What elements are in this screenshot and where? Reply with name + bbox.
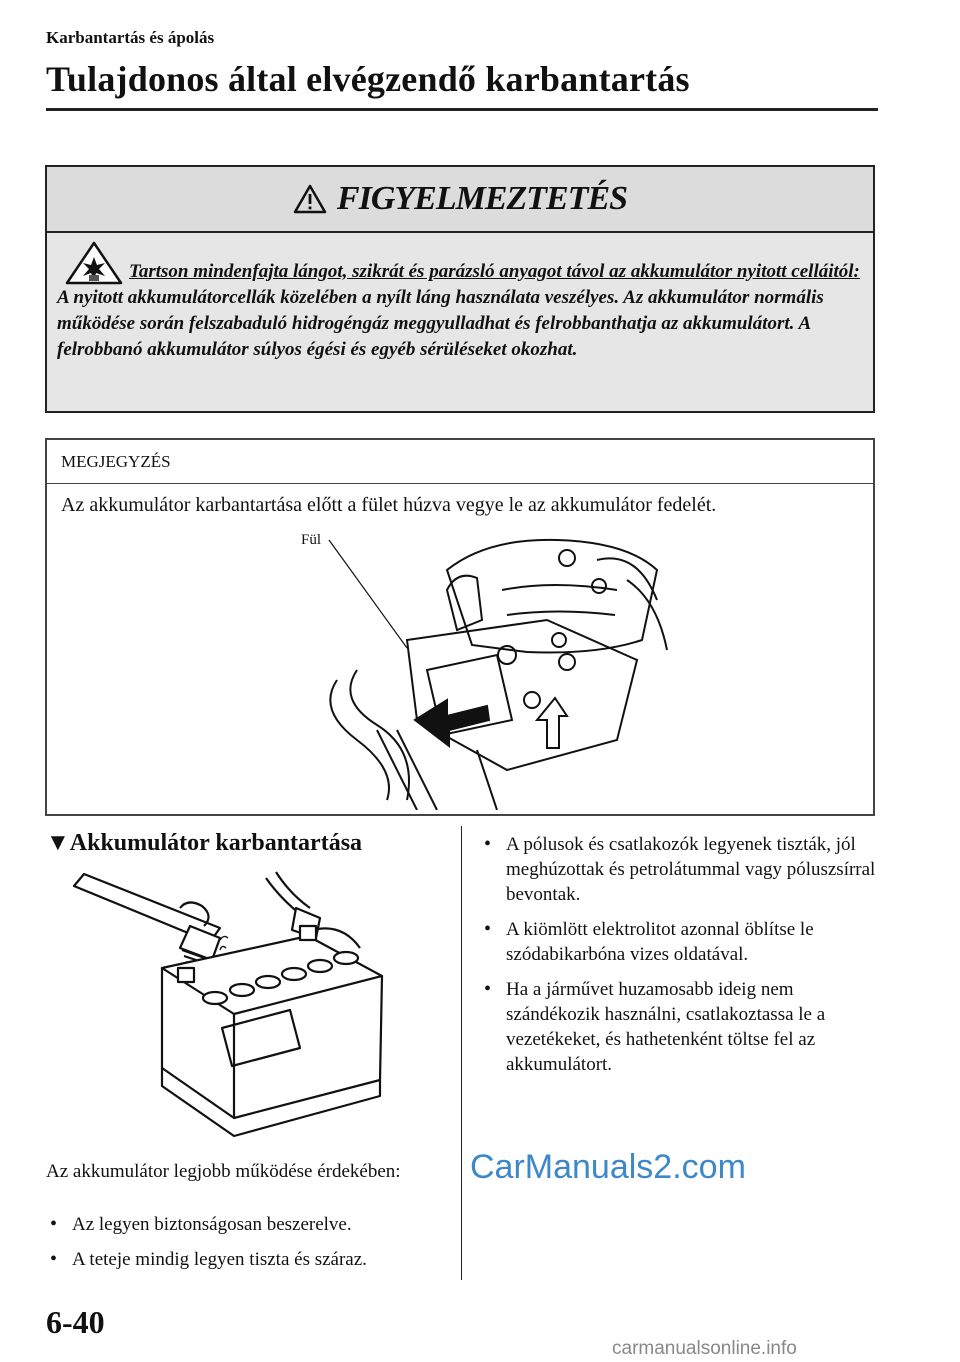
warning-header <box>47 167 873 233</box>
warning-triangle-icon <box>293 184 327 214</box>
list-item: • Az legyen biztonságosan beszerelve. <box>46 1212 456 1237</box>
tab-callout-label: Fül <box>301 532 322 548</box>
column-divider <box>461 826 462 1280</box>
section-label: Karbantartás és ápolás <box>46 28 215 47</box>
section-heading-text: Akkumulátor karbantartása <box>69 830 363 856</box>
note-header <box>47 440 873 484</box>
triangle-marker-icon: ▼ <box>46 830 70 856</box>
page-title: Tulajdonos által elvégzendő karbantartás <box>46 59 690 99</box>
left-bullet-list <box>46 1212 456 1282</box>
note-text: Az akkumulátor karbantartása előtt a fület húzva vegye le az akkumulátor fedelét. <box>61 494 717 516</box>
warning-title: FIGYELMEZTETÉS <box>336 180 628 217</box>
section-heading <box>46 830 362 857</box>
right-bullet-list <box>480 832 880 1087</box>
list-item: • A pólusok és csatlakozók legyenek tiszták, jól meghúzottak és petrolátummal vagy póluszsírral bevontak. <box>480 832 880 907</box>
battery-cover-illustration <box>297 520 677 810</box>
explosion-warning-icon <box>65 241 123 285</box>
footer-watermark: carmanualsonline.info <box>612 1338 797 1359</box>
note-box <box>45 438 875 816</box>
title-rule <box>46 108 878 111</box>
watermark-logo: CarManuals2.com <box>470 1148 746 1186</box>
warning-box <box>45 165 875 413</box>
warning-lead: Tartson mindenfajta lángot, szikrát és parázsló anyagot távol az akkumulátor nyitott celláitól: <box>129 261 860 282</box>
list-item: • A kiömlött elektrolitot azonnal öblítse le szódabikarbóna vizes oldatával. <box>480 917 880 967</box>
list-item: • Ha a járművet huzamosabb ideig nem szándékozik használni, csatlakoztassa le a vezetékeket, és hathetenként töltse fel az akkumulátort. <box>480 977 880 1077</box>
warning-body <box>57 241 865 363</box>
list-item: • A teteje mindig legyen tiszta és száraz. <box>46 1247 456 1272</box>
warning-text: A nyitott akkumulátorcellák közelében a nyílt láng használata veszélyes. Az akkumulátor normális működése során felszabaduló hidrogéngáz meggyulladhat és felrobbanthatja az akkumulátort. A felrobbanó akkumulátor súlyos égési és egyéb sérüléseket okozhat. <box>57 287 824 360</box>
intro-paragraph: Az akkumulátor legjobb működése érdekében: <box>46 1161 401 1182</box>
page-number: 6-40 <box>46 1304 105 1340</box>
note-label: MEGJEGYZÉS <box>61 452 171 471</box>
battery-cleaning-illustration <box>70 868 430 1140</box>
